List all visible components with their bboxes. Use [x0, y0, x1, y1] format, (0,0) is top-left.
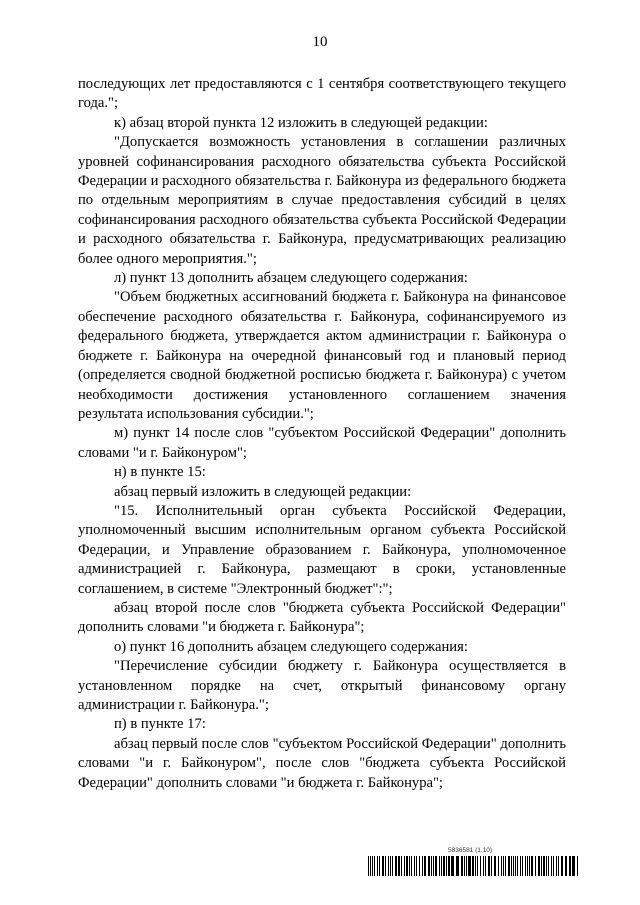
paragraph: "Объем бюджетных ассигнований бюджета г. Байконура на финансовое обеспечение расходного обязательства г. Байконура, софинансируемого из федерального бюджета, утверждается актом администрации г. Байконура о бюджете г. Байконура на очередной финансовый год и плановый период (определяется сводной бюджетной росписью бюджета г. Байконура) с учетом необходимости достижения установленного соглашением значения результата использования субсидии."; — [78, 289, 566, 422]
paragraph: м) пункт 14 после слов "субъектом Российской Федерации" дополнить словами "и г. Байконуром"; — [78, 425, 566, 461]
paragraph: "Перечисление субсидии бюджету г. Байконура осуществляется в установленном порядке на счет, открытый финансовому органу администрации г. Байконура."; — [78, 658, 566, 713]
page-number: 10 — [312, 34, 328, 50]
paragraph: о) пункт 16 дополнить абзацем следующего содержания: — [114, 638, 468, 655]
paragraph: к) абзац второй пункта 12 изложить в следующей редакции: — [114, 114, 488, 131]
barcode-image — [368, 856, 580, 876]
paragraph: п) в пункте 17: — [114, 716, 206, 733]
paragraph: л) пункт 13 дополнить абзацем следующего содержания: — [114, 270, 468, 287]
document-code: 5836581 (1.10) — [448, 847, 493, 854]
paragraph: последующих лет предоставляются с 1 сентября соответствующего текущего года."; — [78, 76, 566, 112]
paragraph: абзац второй после слов "бюджета субъекта Российской Федерации" дополнить словами "и бюджета г. Байконура"; — [78, 599, 566, 636]
paragraph: "15. Исполнительный орган субъекта Российской Федерации, уполномоченный высшим исполнительным органом субъекта Российской Федерации, и Управление образованием г. Байконура, уполномоченное администрацией г. Байконура, размещают в сроки, установленные соглашением, в системе "Электронный бюджет":"; — [78, 502, 566, 597]
paragraph: н) в пункте 15: — [114, 464, 206, 481]
paragraph: абзац первый после слов "субъектом Российской Федерации" дополнить словами "и г. Байконуром", после слов "бюджета субъекта Российской Федерации" дополнить словами "и бюджета г. Байконура"; — [78, 735, 566, 791]
document-body — [78, 75, 566, 793]
paragraph: абзац первый изложить в следующей редакции: — [114, 483, 412, 500]
paragraph: "Допускается возможность установления в соглашении различных уровней софинансирования расходного обязательства субъекта Российской Федерации и расходного обязательства г. Байконура из федерального бюджета по отдельным мероприятиям в случае предоставления субсидий в целях софинансирования расходного обязательства субъекта Российской Федерации и расходного обязательства г. Байконура, предусматривающих реализацию более одного мероприятия."; — [78, 134, 566, 267]
